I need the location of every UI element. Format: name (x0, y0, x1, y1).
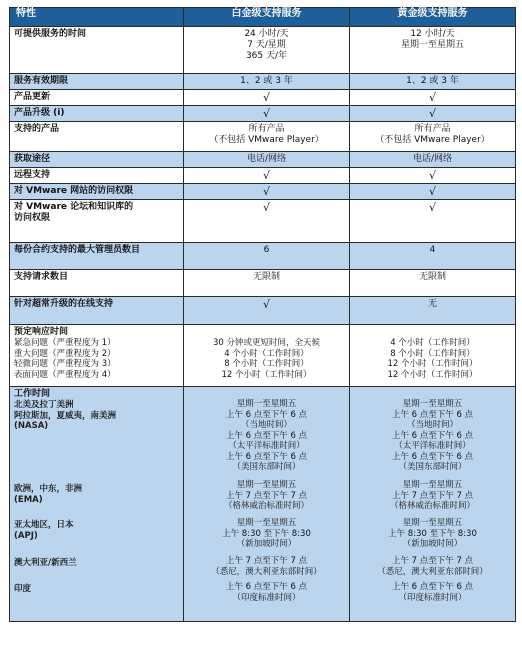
row-availability (10, 27, 516, 74)
check-icon: √ (184, 297, 350, 325)
hours-anz: 上午 7 点至下午 7 点 （悉尼，澳大利亚东部时间） (211, 556, 322, 577)
gold-value: 无 (350, 297, 516, 325)
row-label: 对 VMware 论坛和知识库的 访问权限 (10, 200, 184, 243)
hours-anz: 上午 7 点至下午 7 点 （悉尼，澳大利亚东部时间） (377, 556, 488, 577)
check-icon: √ (350, 168, 516, 184)
row-label: 支持请求数目 (10, 270, 184, 297)
check-icon: √ (184, 184, 350, 200)
row-requests (10, 270, 516, 297)
region-ema: 欧洲，中东，非洲 (EMA) (14, 484, 83, 505)
hours-nasa: 星期一至星期五 上午 6 点至下午 6 点 （当地时间） 上午 6 点至下午 6 点 （太平洋标准时间） 上午 6 点至下午 6 点 （美国东部时间） (391, 399, 474, 472)
platinum-value: 30 分钟或更短时间，全天候 4 个小时（工作时间） 8 个小时（工作时间） 12 个小时（工作时间） (184, 325, 350, 387)
platinum-value (184, 387, 350, 622)
hours-india: 上午 6 点至下午 6 点 （印度标准时间） (391, 582, 474, 603)
header-row (10, 8, 516, 27)
check-icon: √ (350, 200, 516, 243)
check-icon: √ (350, 184, 516, 200)
header-feature: 特性 (10, 8, 184, 27)
row-upgrades (10, 106, 516, 122)
row-forum-access (10, 200, 516, 243)
row-label: 预定响应时间 紧急问题（严重程度为 1） 重大问题（严重程度为 2） 轻微问题（严重程度为 3） 表面问题（严重程度为 4） (10, 325, 184, 387)
severity-3: 轻微问题（严重程度为 3） (14, 359, 116, 369)
check-icon: √ (184, 90, 350, 106)
row-label: 工作时间 北美及拉丁美洲 阿拉斯加，夏威夷，南美洲 (NASA) 欧洲，中东，非洲 (EMA) 亚太地区，日本 (APJ) 澳大利亚/新西兰 印度 (10, 387, 184, 622)
platinum-value: 6 (184, 243, 350, 270)
region-apj: 亚太地区，日本 (APJ) (14, 520, 74, 541)
row-online-support (10, 297, 516, 325)
header-platinum: 白金级支持服务 (184, 8, 350, 27)
platinum-value: 所有产品 （不包括 VMware Player） (184, 122, 350, 152)
platinum-value: 24 小时/天 7 天/星期 365 天/年 (184, 27, 350, 74)
gold-value: 1、2 或 3 年 (350, 74, 516, 90)
support-comparison (9, 7, 515, 622)
severity-1: 紧急问题（严重程度为 1） (14, 338, 116, 348)
hours-nasa: 星期一至星期五 上午 6 点至下午 6 点 （当地时间） 上午 6 点至下午 6 点 （太平洋标准时间） 上午 6 点至下午 6 点 （美国东部时间） (225, 399, 308, 472)
hours-ema: 星期一至星期五 上午 7 点至下午 7 点 （格林威治标准时间） (223, 480, 309, 511)
row-term (10, 74, 516, 90)
row-label: 对 VMware 网站的访问权限 (10, 184, 184, 200)
platinum-value: 无限制 (184, 270, 350, 297)
row-label: 产品更新 (10, 90, 184, 106)
gold-value: 12 小时/天 星期一至星期五 (350, 27, 516, 74)
row-business-hours (10, 387, 516, 622)
row-label: 获取途径 (10, 152, 184, 168)
row-response-time (10, 325, 516, 387)
row-website-access (10, 184, 516, 200)
row-channels (10, 152, 516, 168)
gold-value: 4 个小时（工作时间） 8 个小时（工作时间） 12 个小时（工作时间） 12 个小时（工作时间） (350, 325, 516, 387)
hours-apj: 星期一至星期五 上午 8:30 至下午 8:30 （新加坡时间） (222, 518, 311, 549)
row-label: 可提供服务的时间 (10, 27, 184, 74)
platinum-value: 1、2 或 3 年 (184, 74, 350, 90)
comparison-table (9, 7, 516, 622)
header-gold: 黄金级支持服务 (350, 8, 516, 27)
check-icon: √ (184, 200, 350, 243)
severity-4: 表面问题（严重程度为 4） (14, 369, 116, 380)
gold-value: 所有产品 （不包括 VMware Player） (350, 122, 516, 152)
row-updates (10, 90, 516, 106)
region-india: 印度 (14, 584, 32, 594)
check-icon: √ (184, 168, 350, 184)
row-label: 支持的产品 (10, 122, 184, 152)
platinum-value: 电话/网络 (184, 152, 350, 168)
gold-value (350, 387, 516, 622)
region-nasa: 北美及拉丁美洲 阿拉斯加，夏威夷，南美洲 (NASA) (14, 400, 117, 431)
gold-value: 电话/网络 (350, 152, 516, 168)
check-icon: √ (350, 90, 516, 106)
hours-india: 上午 6 点至下午 6 点 （印度标准时间） (225, 582, 308, 603)
row-remote (10, 168, 516, 184)
check-icon: √ (184, 106, 350, 122)
hours-ema: 星期一至星期五 上午 7 点至下午 7 点 （格林威治标准时间） (389, 480, 475, 511)
gold-value: 无限制 (350, 270, 516, 297)
hours-apj: 星期一至星期五 上午 8:30 至下午 8:30 （新加坡时间） (388, 518, 477, 549)
gold-value: 4 (350, 243, 516, 270)
row-label: 每份合约支持的最大管理员数目 (10, 243, 184, 270)
row-products (10, 122, 516, 152)
check-icon: √ (350, 106, 516, 122)
row-label: 服务有效期限 (10, 74, 184, 90)
row-label: 针对超常升级的在线支持 (10, 297, 184, 325)
row-label: 产品升级 (i) (10, 106, 184, 122)
region-anz: 澳大利亚/新西兰 (14, 558, 77, 568)
severity-2: 重大问题（严重程度为 2） (14, 348, 116, 359)
row-admins (10, 243, 516, 270)
row-label: 远程支持 (10, 168, 184, 184)
